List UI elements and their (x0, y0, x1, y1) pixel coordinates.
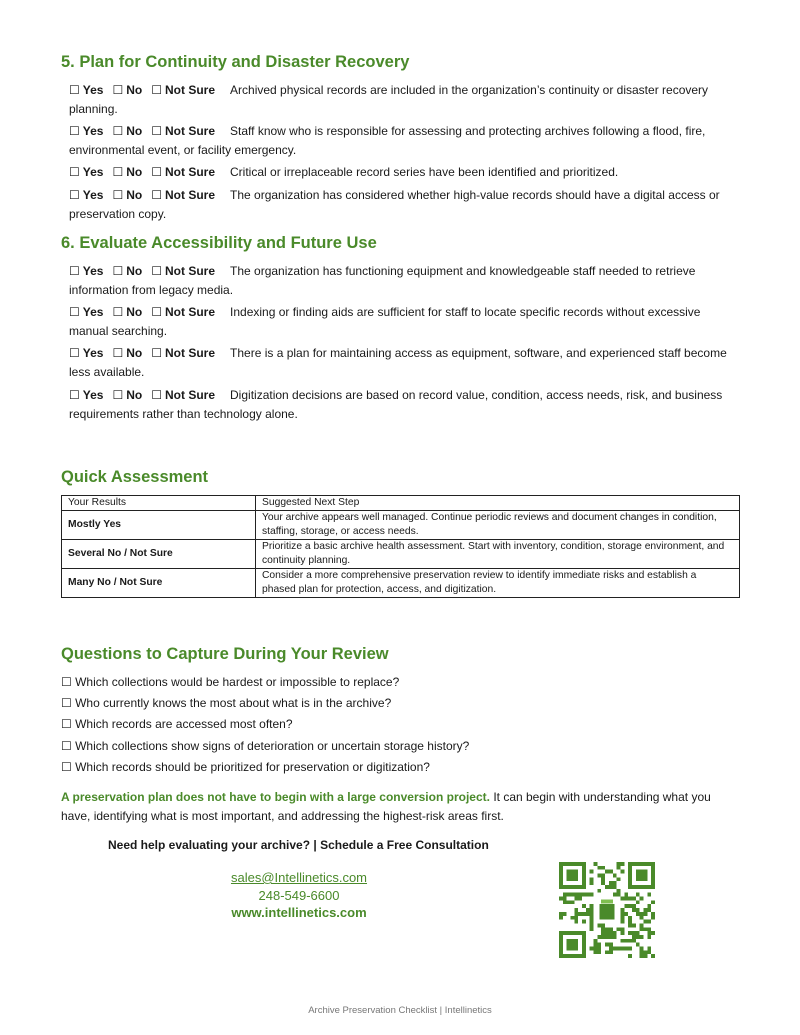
qr-code-icon[interactable] (559, 862, 655, 958)
checkbox-icon[interactable]: ☐ (69, 188, 80, 202)
checklist-item-text: There is a plan for maintaining access as equipment, software, and experienced staff become less available. (69, 346, 727, 379)
checkbox-icon[interactable]: ☐ (112, 124, 124, 138)
yes-checkbox-label: Yes (82, 165, 104, 179)
checkbox-icon[interactable]: ☐ (151, 165, 162, 179)
yes-checkbox[interactable] (69, 163, 103, 182)
checkbox-icon[interactable]: ☐ (112, 346, 124, 360)
table-row (62, 540, 740, 569)
not-sure-checkbox[interactable] (151, 344, 215, 363)
no-checkbox[interactable] (112, 386, 142, 405)
yes-checkbox-label: Yes (82, 264, 104, 278)
not-sure-checkbox-label: Not Sure (165, 305, 216, 319)
yes-checkbox-label: Yes (82, 188, 104, 202)
checklist-item (69, 344, 729, 381)
not-sure-checkbox[interactable] (151, 186, 215, 205)
checkbox-icon[interactable]: ☐ (151, 305, 162, 319)
no-checkbox[interactable] (112, 122, 142, 141)
checklist-item-text: Indexing or finding aids are sufficient for staff to locate specific records without excessive manual searching. (69, 305, 701, 338)
checklist-item (69, 186, 729, 223)
yes-checkbox-label: Yes (82, 83, 104, 97)
checklist-item-text: Staff know who is responsible for assessing and protecting archives following a flood, fire, environmental event, or facility emergency. (69, 124, 706, 157)
yes-checkbox[interactable] (69, 303, 103, 322)
not-sure-checkbox-label: Not Sure (165, 388, 216, 402)
no-checkbox[interactable] (112, 262, 142, 281)
checkbox-icon[interactable]: ☐ (151, 346, 162, 360)
checklist-item (69, 262, 729, 299)
quick-assessment-table (61, 495, 740, 598)
not-sure-checkbox[interactable] (151, 163, 215, 182)
no-checkbox-label: No (126, 165, 143, 179)
checkbox-icon[interactable]: ☐ (151, 83, 162, 97)
no-checkbox-label: No (126, 305, 143, 319)
table-header-row (62, 496, 740, 511)
yes-checkbox-label: Yes (82, 388, 104, 402)
not-sure-checkbox-label: Not Sure (165, 264, 216, 278)
checkbox-icon[interactable]: ☐ (69, 388, 80, 402)
yes-checkbox-label: Yes (82, 346, 104, 360)
closing-paragraph (61, 788, 741, 825)
question-item[interactable]: ☐ Which records should be prioritized for preservation or digitization? (61, 760, 430, 774)
yes-checkbox-label: Yes (82, 124, 104, 138)
table-row (62, 511, 740, 540)
cta-text: Need help evaluating your archive? | Schedule a Free Consultation (108, 838, 489, 852)
website-link[interactable]: www.intellinetics.com (231, 905, 367, 920)
closing-text: It can begin with understanding what you have, identifying what is most important, and addressing the highest-risk areas first. (61, 790, 711, 823)
checklist-item (69, 122, 729, 159)
checklist-item-text: Archived physical records are included in the organization’s continuity or disaster recovery planning. (69, 83, 709, 116)
page-footer: Archive Preservation Checklist | Intellinetics (308, 1005, 492, 1016)
no-checkbox-label: No (126, 346, 143, 360)
checklist-item (69, 81, 729, 118)
no-checkbox[interactable] (112, 344, 142, 363)
no-checkbox-label: No (126, 388, 143, 402)
questions-title: Questions to Capture During Your Review (61, 645, 389, 663)
not-sure-checkbox[interactable] (151, 81, 215, 100)
no-checkbox-label: No (126, 264, 143, 278)
closing-highlight: A preservation plan does not have to begin with a large conversion project. (61, 790, 490, 804)
next-step-text: Consider a more comprehensive preservation review to identify immediate risks and establish a phased plan for protection, access, and digitization. (256, 569, 740, 598)
result-label: Several No / Not Sure (62, 540, 256, 569)
no-checkbox-label: No (126, 124, 143, 138)
checkbox-icon[interactable]: ☐ (69, 165, 80, 179)
checkbox-icon[interactable]: ☐ (112, 305, 124, 319)
checkbox-icon[interactable]: ☐ (69, 124, 80, 138)
checklist-item-text: Critical or irreplaceable record series have been identified and prioritized. (230, 165, 619, 179)
checkbox-icon[interactable]: ☐ (112, 264, 124, 278)
question-item[interactable]: ☐ Who currently knows the most about what is in the archive? (61, 696, 392, 710)
checkbox-icon[interactable]: ☐ (69, 346, 80, 360)
no-checkbox-label: No (126, 188, 143, 202)
no-checkbox[interactable] (112, 186, 142, 205)
checkbox-icon[interactable]: ☐ (69, 264, 80, 278)
email-link[interactable]: sales@Intellinetics.com (230, 870, 368, 885)
no-checkbox[interactable] (112, 81, 142, 100)
yes-checkbox[interactable] (69, 122, 103, 141)
no-checkbox-label: No (126, 83, 143, 97)
checkbox-icon[interactable]: ☐ (69, 305, 80, 319)
checklist-item-text: The organization has considered whether high-value records should have a digital access or preservation copy. (69, 188, 720, 221)
not-sure-checkbox[interactable] (151, 122, 215, 141)
checkbox-icon[interactable]: ☐ (112, 188, 124, 202)
not-sure-checkbox-label: Not Sure (165, 188, 216, 202)
checklist-item (69, 386, 729, 423)
result-label: Many No / Not Sure (62, 569, 256, 598)
result-label: Mostly Yes (62, 511, 256, 540)
question-item[interactable]: ☐ Which collections would be hardest or impossible to replace? (61, 675, 400, 689)
question-item[interactable]: ☐ Which records are accessed most often? (61, 717, 293, 731)
header-your-results: Your Results (62, 496, 256, 511)
checklist-item (69, 163, 729, 182)
checklist-item-text: The organization has functioning equipment and knowledgeable staff needed to retrieve information from legacy media. (69, 264, 696, 297)
checkbox-icon[interactable]: ☐ (112, 388, 124, 402)
yes-checkbox[interactable] (69, 262, 103, 281)
checkbox-icon[interactable]: ☐ (151, 188, 162, 202)
quick-assessment-title: Quick Assessment (61, 468, 209, 486)
checkbox-icon[interactable]: ☐ (112, 165, 124, 179)
checkbox-icon[interactable]: ☐ (151, 388, 162, 402)
section-5-title: 5. Plan for Continuity and Disaster Recovery (61, 53, 410, 71)
table-row (62, 569, 740, 598)
section-6-title: 6. Evaluate Accessibility and Future Use (61, 234, 377, 252)
yes-checkbox[interactable] (69, 386, 103, 405)
next-step-text: Prioritize a basic archive health assessment. Start with inventory, condition, storage environment, and continuity planning. (256, 540, 740, 569)
header-suggested-next-step: Suggested Next Step (256, 496, 740, 511)
checkbox-icon[interactable]: ☐ (151, 124, 162, 138)
not-sure-checkbox-label: Not Sure (165, 83, 216, 97)
yes-checkbox[interactable] (69, 344, 103, 363)
checkbox-icon[interactable]: ☐ (69, 83, 80, 97)
checkbox-icon[interactable]: ☐ (151, 264, 162, 278)
not-sure-checkbox-label: Not Sure (165, 165, 216, 179)
not-sure-checkbox[interactable] (151, 386, 215, 405)
no-checkbox[interactable] (112, 163, 142, 182)
question-item[interactable]: ☐ Which collections show signs of deterioration or uncertain storage history? (61, 739, 470, 753)
next-step-text: Your archive appears well managed. Continue periodic reviews and document changes in condition, staffing, storage, or access needs. (256, 511, 740, 540)
not-sure-checkbox-label: Not Sure (165, 346, 216, 360)
not-sure-checkbox[interactable] (151, 303, 215, 322)
not-sure-checkbox[interactable] (151, 262, 215, 281)
yes-checkbox[interactable] (69, 81, 103, 100)
not-sure-checkbox-label: Not Sure (165, 124, 216, 138)
phone-number: 248-549-6600 (258, 888, 340, 903)
no-checkbox[interactable] (112, 303, 142, 322)
checklist-item (69, 303, 729, 340)
yes-checkbox-label: Yes (82, 305, 104, 319)
checkbox-icon[interactable]: ☐ (112, 83, 124, 97)
yes-checkbox[interactable] (69, 186, 103, 205)
checklist-item-text: Digitization decisions are based on record value, condition, access needs, risk, and business requirements rather than technology alone. (69, 388, 723, 421)
